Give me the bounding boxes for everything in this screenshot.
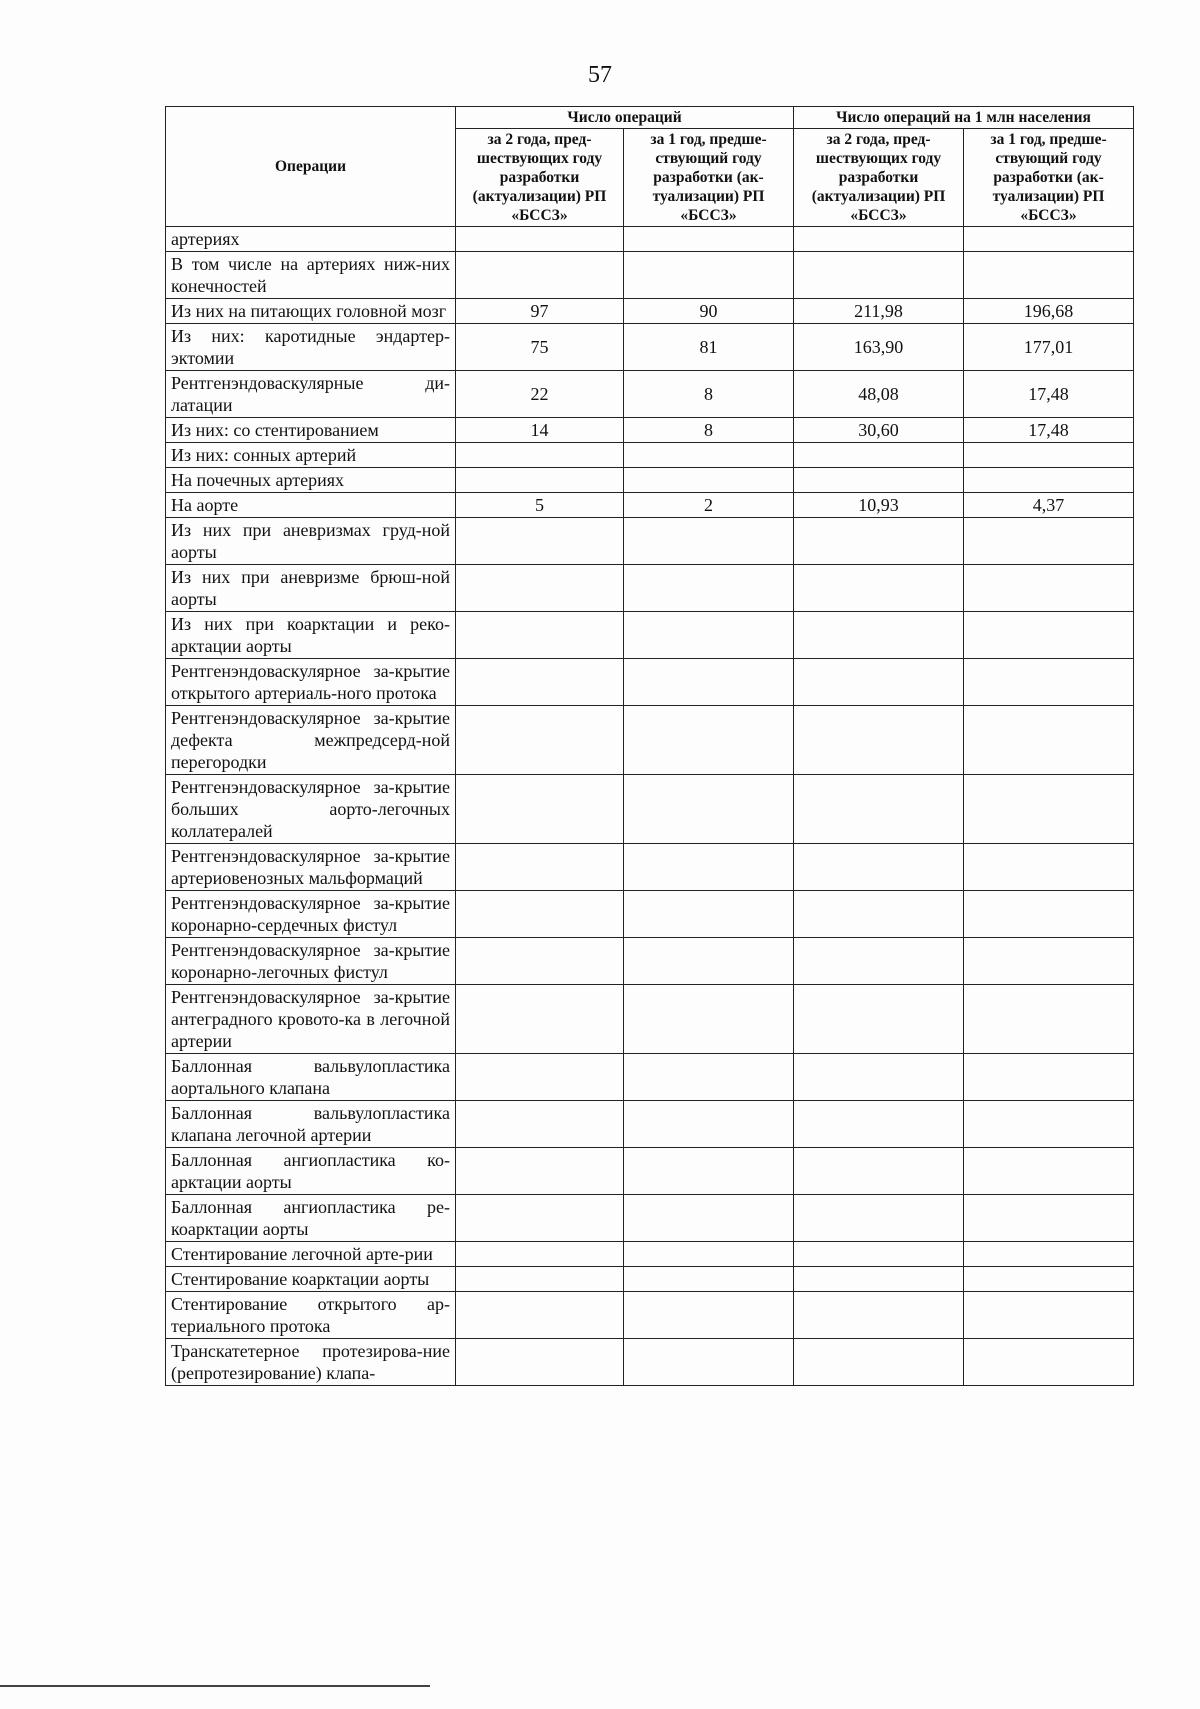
per-million-2y-cell: [794, 443, 964, 468]
table-row: [166, 493, 1134, 518]
per-million-1y-cell: [964, 891, 1134, 938]
per-million-1y-cell: [964, 659, 1134, 706]
table-header: [166, 107, 1134, 227]
count-2y-cell: 5: [456, 493, 624, 518]
per-million-1y-cell: [964, 1195, 1134, 1242]
per-million-1y-cell: 4,37: [964, 493, 1134, 518]
count-1y-cell: [624, 891, 794, 938]
count-2y-cell: 14: [456, 418, 624, 443]
count-1y-cell: [624, 468, 794, 493]
per-million-2y-cell: 211,98: [794, 299, 964, 324]
per-million-2y-cell: [794, 1195, 964, 1242]
per-million-2y-cell: [794, 252, 964, 299]
per-million-2y-cell: [794, 706, 964, 775]
table-row: [166, 1148, 1134, 1195]
count-2y-cell: [456, 1339, 624, 1386]
table-row: [166, 468, 1134, 493]
per-million-1y-cell: [964, 1242, 1134, 1267]
table-row: [166, 1339, 1134, 1386]
per-million-1y-cell: [964, 1267, 1134, 1292]
count-1y-cell: [624, 659, 794, 706]
per-million-2y-cell: [794, 1054, 964, 1101]
per-million-1y-cell: [964, 518, 1134, 565]
operation-name-cell: Баллонная вальвулопластика аортального клапана: [166, 1054, 456, 1101]
operation-name-cell: Транскатетерное протезирова-ние (репротезирование) клапа-: [166, 1339, 456, 1386]
per-million-2y-cell: [794, 1339, 964, 1386]
count-1y-cell: [624, 252, 794, 299]
count-2y-cell: [456, 844, 624, 891]
per-million-2y-cell: [794, 891, 964, 938]
operation-name-cell: Рентгенэндоваскулярное за-крытие артериовенозных мальформаций: [166, 844, 456, 891]
count-2y-cell: [456, 227, 624, 252]
count-1y-cell: 81: [624, 324, 794, 371]
per-million-1y-cell: 17,48: [964, 371, 1134, 418]
per-million-1y-cell: [964, 468, 1134, 493]
count-1y-cell: [624, 612, 794, 659]
operation-name-cell: Рентгенэндоваскулярное за-крытие коронарно-легочных фистул: [166, 938, 456, 985]
per-million-1y-cell: [964, 1054, 1134, 1101]
count-2y-cell: [456, 938, 624, 985]
per-million-2y-cell: [794, 775, 964, 844]
per-million-1y-cell: [964, 1101, 1134, 1148]
per-million-2y-cell: [794, 938, 964, 985]
count-2y-cell: [456, 1195, 624, 1242]
count-2y-cell: 22: [456, 371, 624, 418]
table-row: [166, 324, 1134, 371]
count-2y-cell: [456, 1267, 624, 1292]
per-million-2y-cell: 30,60: [794, 418, 964, 443]
per-million-1y-cell: [964, 1292, 1134, 1339]
table-row: [166, 612, 1134, 659]
table-row: [166, 518, 1134, 565]
count-2y-cell: [456, 1292, 624, 1339]
per-million-2y-cell: [794, 227, 964, 252]
count-2y-cell: [456, 1054, 624, 1101]
per-million-2y-cell: [794, 985, 964, 1054]
count-1y-cell: [624, 1267, 794, 1292]
count-1y-cell: [624, 1148, 794, 1195]
operation-name-cell: Из них на питающих головной мозг: [166, 299, 456, 324]
table-row: [166, 1267, 1134, 1292]
scan-edge-line: [0, 1685, 430, 1687]
table-row: [166, 227, 1134, 252]
count-2y-cell: [456, 252, 624, 299]
per-million-2y-cell: [794, 1267, 964, 1292]
per-million-1y-cell: [964, 1148, 1134, 1195]
count-1y-cell: [624, 844, 794, 891]
count-2y-cell: [456, 659, 624, 706]
count-1y-cell: [624, 938, 794, 985]
per-million-1y-cell: [964, 775, 1134, 844]
count-1y-cell: [624, 518, 794, 565]
operation-name-cell: Рентгенэндоваскулярное за-крытие коронарно-сердечных фистул: [166, 891, 456, 938]
per-million-2y-cell: [794, 1148, 964, 1195]
count-1y-cell: [624, 775, 794, 844]
operation-name-cell: Из них при аневризмах груд-ной аорты: [166, 518, 456, 565]
table-row: [166, 1195, 1134, 1242]
operation-name-cell: Из них: каротидные эндартер-эктомии: [166, 324, 456, 371]
operation-name-cell: Рентгенэндоваскулярное за-крытие больших аорто-легочных коллатералей: [166, 775, 456, 844]
operations-table: [165, 106, 1134, 1386]
per-million-1y-cell: 17,48: [964, 418, 1134, 443]
count-1y-cell: [624, 1242, 794, 1267]
count-2y-cell: [456, 518, 624, 565]
per-million-1y-cell: [964, 985, 1134, 1054]
count-1y-cell: [624, 1195, 794, 1242]
table-row: [166, 371, 1134, 418]
table-row: [166, 1292, 1134, 1339]
count-1y-cell: 8: [624, 418, 794, 443]
per-million-2y-cell: [794, 659, 964, 706]
count-2y-cell: [456, 985, 624, 1054]
per-million-2y-cell: [794, 844, 964, 891]
header-col-2y-per-million: за 2 года, пред-шествующих году разработки (актуализации) РП «БССЗ»: [794, 129, 964, 227]
per-million-1y-cell: [964, 252, 1134, 299]
per-million-2y-cell: [794, 1292, 964, 1339]
count-1y-cell: 2: [624, 493, 794, 518]
operation-name-cell: Баллонная вальвулопластика клапана легочной артерии: [166, 1101, 456, 1148]
count-1y-cell: [624, 1101, 794, 1148]
operation-name-cell: артериях: [166, 227, 456, 252]
per-million-2y-cell: 48,08: [794, 371, 964, 418]
table-row: [166, 706, 1134, 775]
per-million-2y-cell: [794, 1242, 964, 1267]
per-million-1y-cell: [964, 844, 1134, 891]
table-row: [166, 565, 1134, 612]
per-million-1y-cell: [964, 1339, 1134, 1386]
count-1y-cell: [624, 985, 794, 1054]
operation-name-cell: Рентгенэндоваскулярное за-крытие антеградного кровото-ка в легочной артерии: [166, 985, 456, 1054]
header-col-2y: за 2 года, пред-шествующих году разработки (актуализации) РП «БССЗ»: [456, 129, 624, 227]
count-2y-cell: [456, 565, 624, 612]
header-col-1y-per-million: за 1 год, предше-ствующий году разработки (ак-туализации) РП «БССЗ»: [964, 129, 1134, 227]
per-million-1y-cell: [964, 443, 1134, 468]
per-million-2y-cell: [794, 1101, 964, 1148]
operation-name-cell: Из них: сонных артерий: [166, 443, 456, 468]
table-row: [166, 938, 1134, 985]
count-2y-cell: [456, 891, 624, 938]
table-row: [166, 443, 1134, 468]
header-col-1y: за 1 год, предше-ствующий году разработки (ак-туализации) РП «БССЗ»: [624, 129, 794, 227]
operation-name-cell: Из них при аневризме брюш-ной аорты: [166, 565, 456, 612]
header-group-per-million: Число операций на 1 млн населения: [794, 107, 1134, 129]
count-2y-cell: [456, 1101, 624, 1148]
count-1y-cell: [624, 706, 794, 775]
table-row: [166, 985, 1134, 1054]
table-row: [166, 844, 1134, 891]
per-million-1y-cell: [964, 706, 1134, 775]
count-2y-cell: [456, 468, 624, 493]
count-1y-cell: [624, 443, 794, 468]
per-million-1y-cell: 196,68: [964, 299, 1134, 324]
count-2y-cell: [456, 1148, 624, 1195]
per-million-2y-cell: [794, 468, 964, 493]
operation-name-cell: Стентирование коарктации аорты: [166, 1267, 456, 1292]
count-1y-cell: 90: [624, 299, 794, 324]
header-operations: Операции: [166, 107, 456, 227]
operation-name-cell: Баллонная ангиопластика ко-арктации аорты: [166, 1148, 456, 1195]
operation-name-cell: В том числе на артериях ниж-них конечностей: [166, 252, 456, 299]
count-1y-cell: [624, 227, 794, 252]
per-million-2y-cell: [794, 518, 964, 565]
per-million-2y-cell: [794, 565, 964, 612]
table-row: [166, 1242, 1134, 1267]
count-1y-cell: [624, 565, 794, 612]
table-row: [166, 659, 1134, 706]
table-row: [166, 1101, 1134, 1148]
operation-name-cell: Рентгенэндоваскулярные ди-латации: [166, 371, 456, 418]
per-million-1y-cell: [964, 565, 1134, 612]
header-group-count: Число операций: [456, 107, 794, 129]
table-row: [166, 775, 1134, 844]
operation-name-cell: Стентирование открытого ар-териального протока: [166, 1292, 456, 1339]
per-million-2y-cell: [794, 612, 964, 659]
table-row: [166, 891, 1134, 938]
count-2y-cell: [456, 443, 624, 468]
table-row: [166, 252, 1134, 299]
per-million-1y-cell: [964, 227, 1134, 252]
per-million-1y-cell: [964, 612, 1134, 659]
operation-name-cell: На аорте: [166, 493, 456, 518]
count-2y-cell: [456, 775, 624, 844]
count-1y-cell: [624, 1054, 794, 1101]
operation-name-cell: Рентгенэндоваскулярное за-крытие дефекта межпредсерд-ной перегородки: [166, 706, 456, 775]
per-million-1y-cell: 177,01: [964, 324, 1134, 371]
operation-name-cell: Баллонная ангиопластика ре-коарктации аорты: [166, 1195, 456, 1242]
count-1y-cell: [624, 1339, 794, 1386]
count-1y-cell: [624, 1292, 794, 1339]
count-1y-cell: 8: [624, 371, 794, 418]
count-2y-cell: 75: [456, 324, 624, 371]
per-million-2y-cell: 10,93: [794, 493, 964, 518]
operation-name-cell: Из них при коарктации и реко-арктации аорты: [166, 612, 456, 659]
table-row: [166, 1054, 1134, 1101]
table-row: [166, 418, 1134, 443]
operation-name-cell: Рентгенэндоваскулярное за-крытие открытого артериаль-ного протока: [166, 659, 456, 706]
count-2y-cell: 97: [456, 299, 624, 324]
operation-name-cell: На почечных артериях: [166, 468, 456, 493]
per-million-2y-cell: 163,90: [794, 324, 964, 371]
table-body: [166, 227, 1134, 1386]
count-2y-cell: [456, 706, 624, 775]
count-2y-cell: [456, 612, 624, 659]
operation-name-cell: Стентирование легочной арте-рии: [166, 1242, 456, 1267]
count-2y-cell: [456, 1242, 624, 1267]
per-million-1y-cell: [964, 938, 1134, 985]
page-number: 57: [588, 62, 612, 88]
table-row: [166, 299, 1134, 324]
operation-name-cell: Из них: со стентированием: [166, 418, 456, 443]
